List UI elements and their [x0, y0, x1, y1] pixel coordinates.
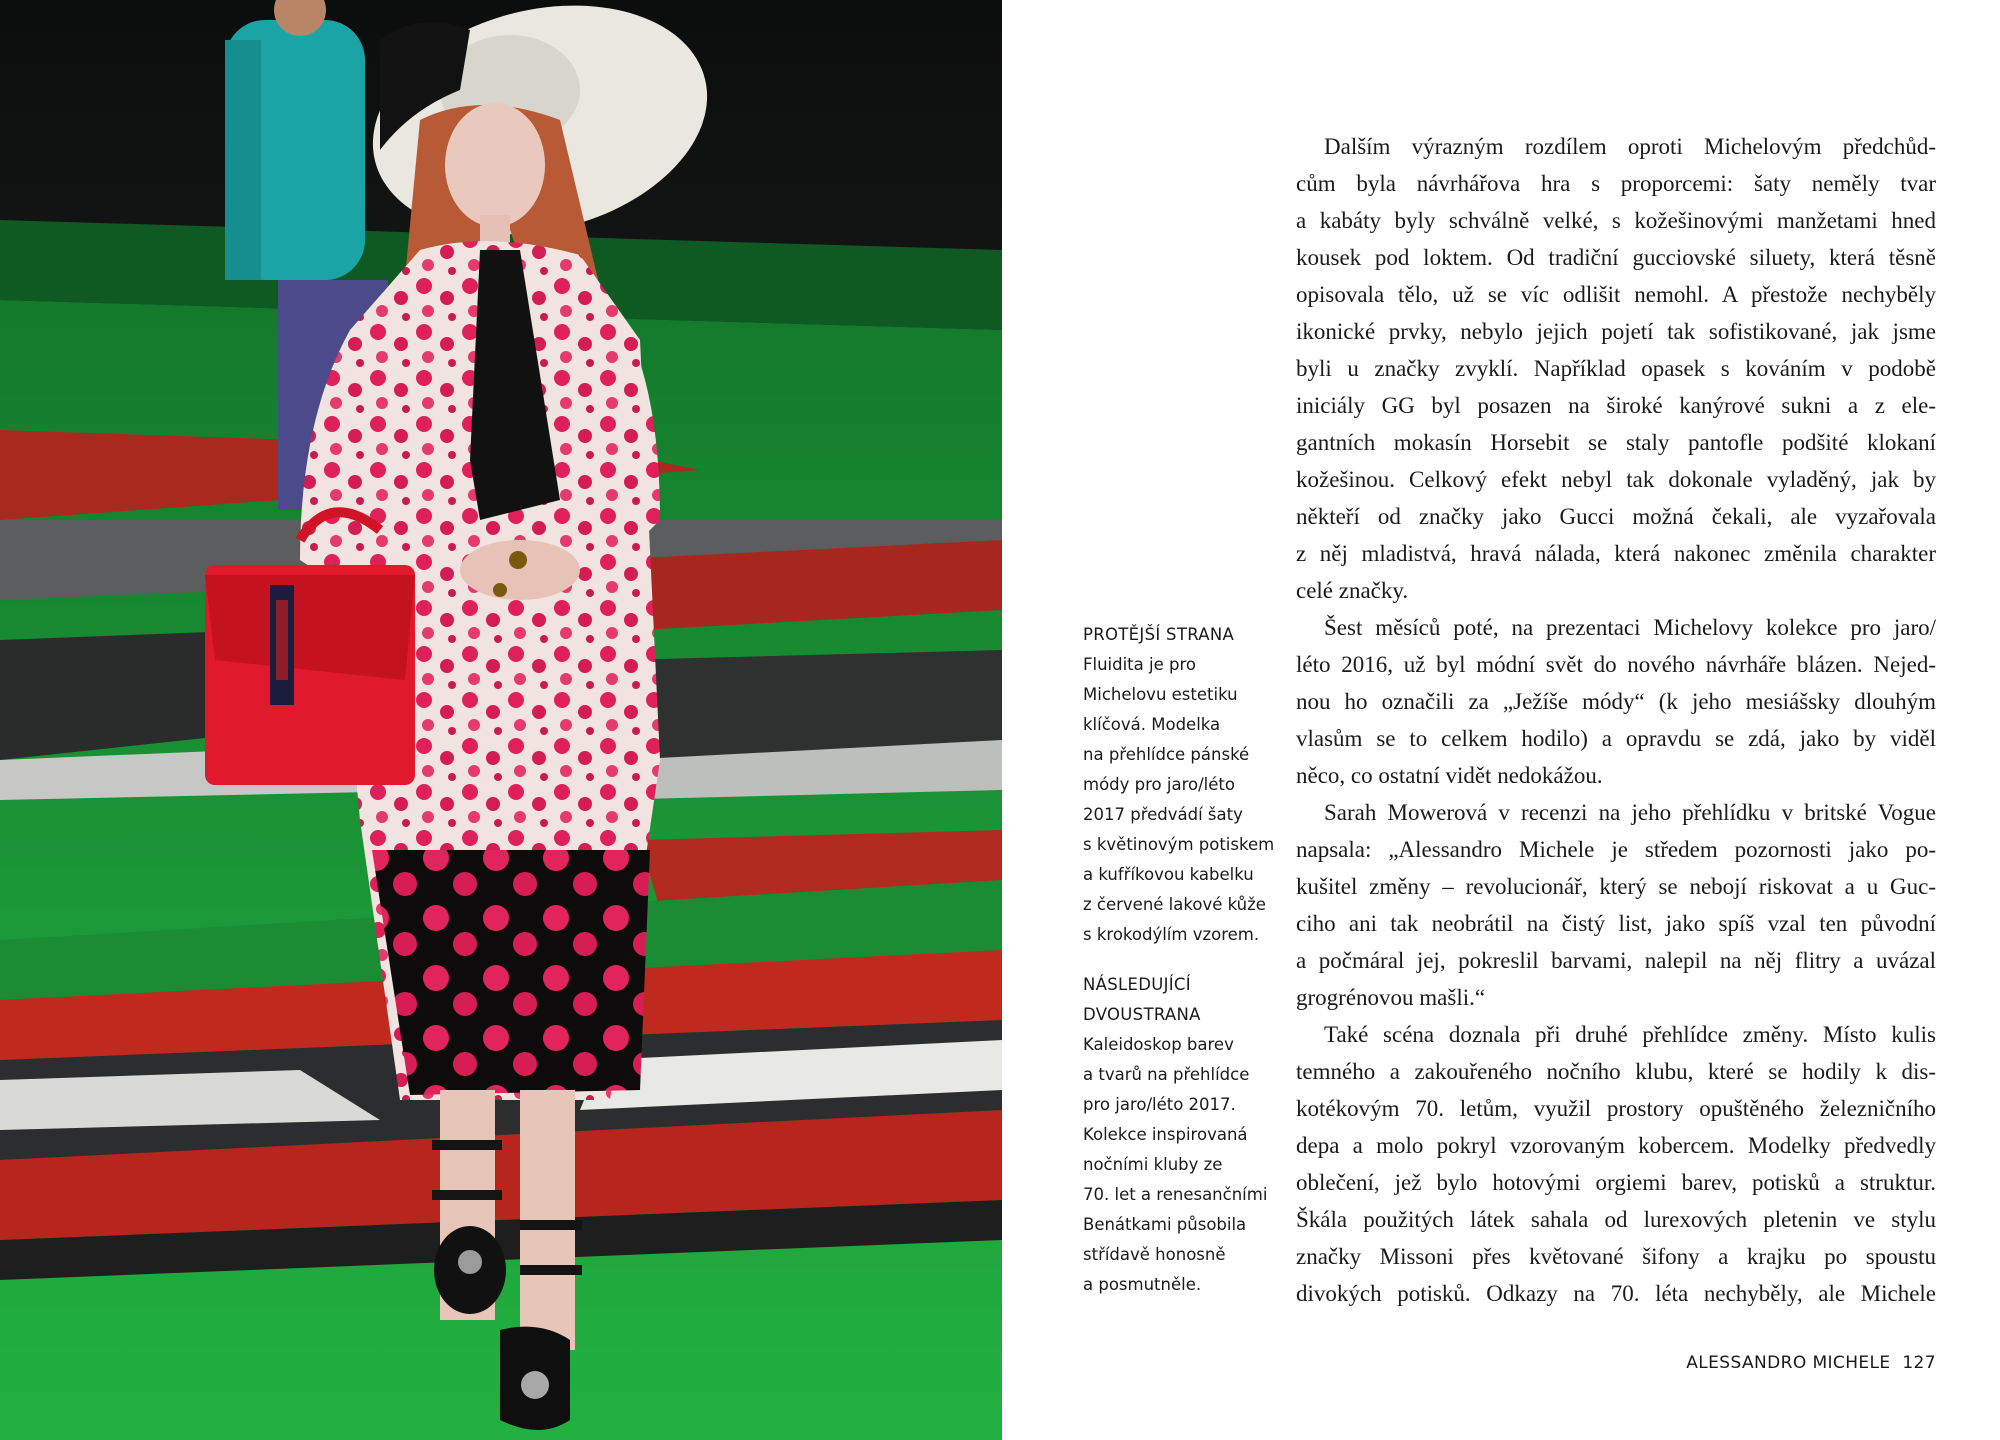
paragraph — [1296, 794, 1936, 1016]
caption-heading: PROTĚJŠÍ STRANA — [1083, 625, 1235, 644]
caption-line: nočními kluby ze — [1083, 1155, 1223, 1174]
caption-line: Michelovu estetiku — [1083, 685, 1238, 704]
caption-line: s krokodýlím vzorem. — [1083, 925, 1260, 944]
paragraph — [1296, 128, 1936, 609]
caption-next-spread — [1083, 970, 1283, 1300]
text-line: napsala: „Alessandro Michele je středem pozornosti jako po- — [1296, 837, 1936, 862]
text-line: Dalším výrazným rozdílem oproti Michelovým předchůd- — [1324, 134, 1936, 159]
caption-line: z červené lakové kůže — [1083, 895, 1266, 914]
text-line: vlasům se to celkem hodilo) a opravdu se zdá, jako by viděl — [1296, 726, 1936, 751]
text-line: nou ho označili za „Ježíše módy“ (k jeho mesiášsky dlouhým — [1296, 689, 1936, 714]
text-line: někteří od značky jako Gucci možná čekali, ale vyzařovala — [1296, 504, 1936, 529]
text-line: Šest měsíců poté, na prezentaci Michelovy kolekce pro jaro/ — [1324, 615, 1936, 640]
caption-line: módy pro jaro/léto — [1083, 775, 1235, 794]
caption-line: a tvarů na přehlídce — [1083, 1065, 1250, 1084]
caption-line: a posmutněle. — [1083, 1275, 1202, 1294]
text-line: léto 2016, už byl módní svět do nového návrháře blázen. Nejed- — [1296, 652, 1936, 677]
text-line: z něj mladistvá, hravá nálada, která nakonec změnila charakter — [1296, 541, 1936, 566]
text-line: byli u značky zvyklí. Například opasek s kováním v podobě — [1296, 356, 1936, 381]
text-line: kožešinou. Celkový efekt nebyl tak dokonale vyladěný, jak by — [1296, 467, 1936, 492]
text-line: divokých potisků. Odkazy na 70. léta nechyběly, ale Michele — [1296, 1281, 1936, 1306]
caption-line: a kufříkovou kabelku — [1083, 865, 1254, 884]
caption-line: Fluidita je pro — [1083, 655, 1196, 674]
caption-line: na přehlídce pánské — [1083, 745, 1250, 764]
text-line: kousek pod loktem. Od tradiční gucciovské siluety, která těsně — [1296, 245, 1936, 270]
text-line: Škála použitých látek sahala od lurexových pletenin ve stylu — [1296, 1207, 1936, 1232]
caption-line: pro jaro/léto 2017. — [1083, 1095, 1236, 1114]
body-text — [1296, 128, 1936, 1312]
caption-line: 2017 předvádí šaty — [1083, 805, 1243, 824]
text-line: depa a molo pokryl vzorovaným kobercem. Modelky předvedly — [1296, 1133, 1936, 1158]
text-line: značky Missoni přes květované šifony a krajku po spoustu — [1296, 1244, 1936, 1269]
caption-opposite-page — [1083, 620, 1283, 950]
caption-line: Kaleidoskop barev — [1083, 1035, 1234, 1054]
text-line: Sarah Mowerová v recenzi na jeho přehlídku v britské Vogue — [1324, 800, 1936, 825]
text-line: oblečení, jež bylo hotovými orgiemi barev, potisků a struktur. — [1296, 1170, 1936, 1195]
paragraph — [1296, 609, 1936, 794]
text-line: Také scéna doznala při druhé přehlídce změny. Místo kulis — [1324, 1022, 1936, 1047]
text-line: ciho ani tak neobrátil na čistý list, jako spíš vzal ten původní — [1296, 911, 1936, 936]
running-footer — [1686, 1353, 1936, 1373]
text-line: ikonické prvky, nebylo jejich pojetí tak sofistikované, jak jsme — [1296, 319, 1936, 344]
caption-line: střídavě honosně — [1083, 1245, 1226, 1264]
text-line: a kabáty byly schválně velké, s kožešinovými manžetami hned — [1296, 208, 1936, 233]
caption-line: klíčová. Modelka — [1083, 715, 1221, 734]
paragraph — [1296, 1016, 1936, 1312]
caption-line: Benátkami působila — [1083, 1215, 1247, 1234]
side-captions — [1083, 620, 1283, 1320]
chapter-title: ALESSANDRO MICHELE — [1686, 1353, 1891, 1373]
text-line: a počmáral jej, pokreslil barvami, nalepil na něj flitry a uvázal — [1296, 948, 1936, 973]
text-line: opisovala tělo, už se víc odlišit nemohl. A přestože nechyběly — [1296, 282, 1936, 307]
caption-heading: NÁSLEDUJÍCÍ — [1083, 975, 1191, 994]
text-line: kotékovým 70. letům, využil prostory opuštěného železničního — [1296, 1096, 1936, 1121]
caption-line: Kolekce inspirovaná — [1083, 1125, 1248, 1144]
caption-line: s květinovým potiskem — [1083, 835, 1275, 854]
text-line: temného a zakouřeného nočního klubu, které se hodily k dis- — [1296, 1059, 1936, 1084]
text-line: iniciály GG byl posazen na široké kanýrové sukni a z ele- — [1296, 393, 1936, 418]
text-line: cům byla návrhářova hra s proporcemi: šaty neměly tvar — [1296, 171, 1936, 196]
caption-line: 70. let a renesančními — [1083, 1185, 1268, 1204]
page-number: 127 — [1902, 1353, 1936, 1373]
text-line: grogrénovou mašli.“ — [1296, 985, 1486, 1010]
text-line: něco, co ostatní vidět nedokážou. — [1296, 763, 1603, 788]
text-line: kušitel změny – revolucionář, který se nebojí riskovat a u Guc- — [1296, 874, 1936, 899]
caption-heading: DVOUSTRANA — [1083, 1005, 1201, 1024]
text-line: celé značky. — [1296, 578, 1409, 603]
text-line: gantních mokasín Horsebit se staly pantofle podšité klokaní — [1296, 430, 1936, 455]
